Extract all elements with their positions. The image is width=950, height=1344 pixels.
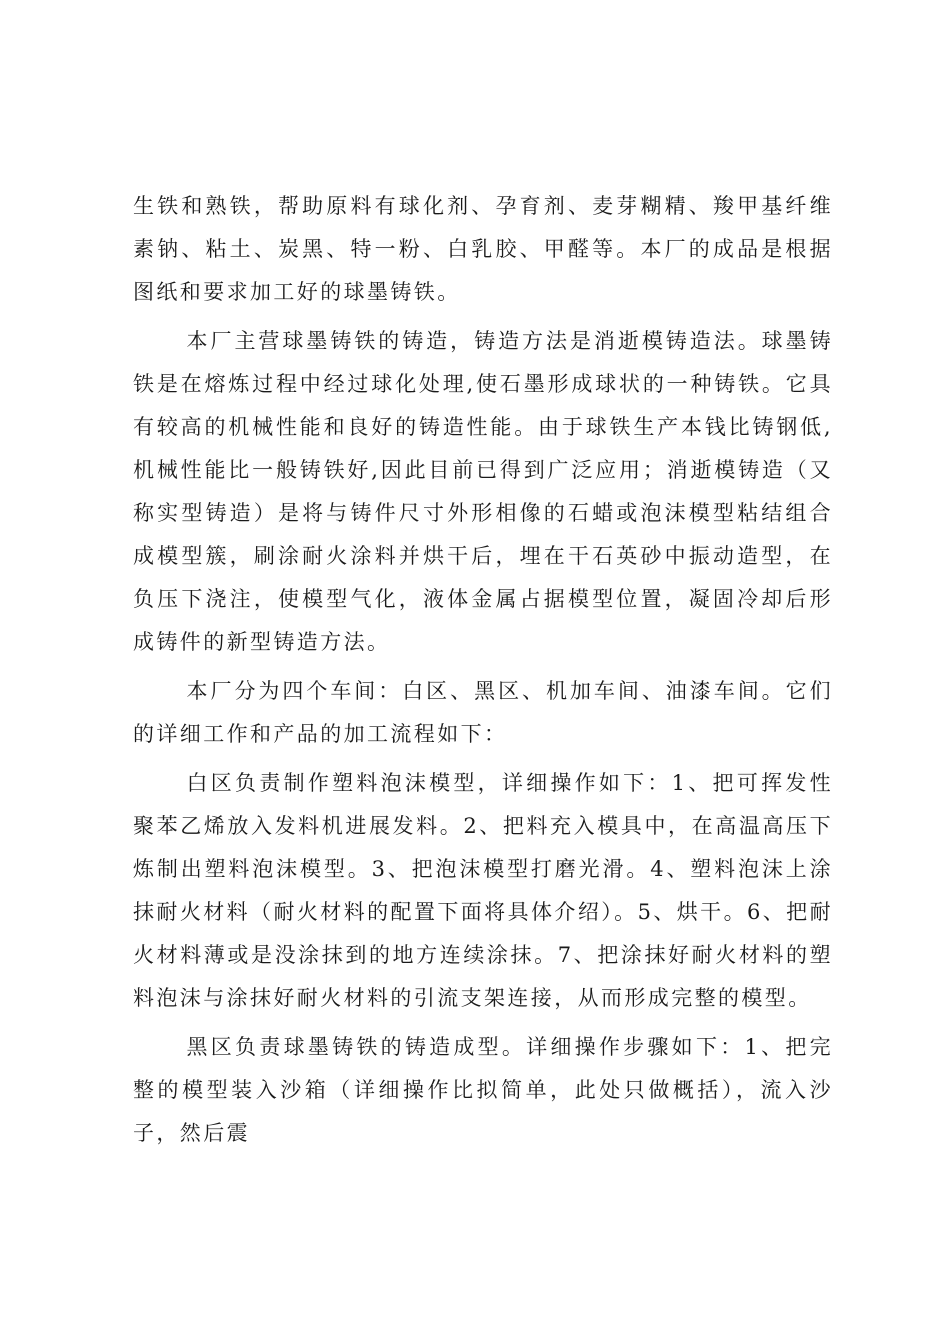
document-body [133, 185, 833, 1161]
paragraph-workshops: 本厂分为四个车间：白区、黑区、机加车间、油漆车间。它们的详细工作和产品的加工流程如下： [133, 679, 833, 746]
paragraph-black-zone: 黑区负责球墨铸铁的铸造成型。详细操作步骤如下：1、把完整的模型装入沙箱（详细操作比拟简单，此处只做概括），流入沙子，然后震 [133, 1035, 833, 1145]
paragraph-raw-materials: 生铁和熟铁，帮助原料有球化剂、孕育剂、麦芽糊精、羧甲基纤维素钠、粘土、炭黑、特一粉、白乳胶、甲醛等。本厂的成品是根据图纸和要求加工好的球墨铸铁。 [133, 194, 833, 304]
paragraph-white-zone: 白区负责制作塑料泡沫模型，详细操作如下：1、把可挥发性聚苯乙烯放入发料机进展发料。2、把料充入模具中，在高温高压下炼制出塑料泡沫模型。3、把泡沫模型打磨光滑。4、塑料泡沫上涂抹耐火材料（耐火材料的配置下面将具体介绍）。5、烘干。6、把耐火材料薄或是没涂抹到的地方连续涂抹。7、把涂抹好耐火材料的塑料泡沫与涂抹好耐火材料的引流支架连接，从而形成完整的模型。 [133, 771, 833, 1010]
paragraph-casting-method: 本厂主营球墨铸铁的铸造，铸造方法是消逝模铸造法。球墨铸铁是在熔炼过程中经过球化处理,使石墨形成球状的一种铸铁。它具有较高的机械性能和良好的铸造性能。由于球铁生产本钱比铸钢低,机械性能比一般铸铁好,因此目前已得到广泛应用；消逝模铸造（又称实型铸造）是将与铸件尺寸外形相像的石蜡或泡沫模型粘结组合成模型簇，刷涂耐火涂料并烘干后，埋在干石英砂中振动造型，在负压下浇注，使模型气化，液体金属占据模型位置，凝固冷却后形成铸件的新型铸造方法。 [133, 329, 833, 654]
